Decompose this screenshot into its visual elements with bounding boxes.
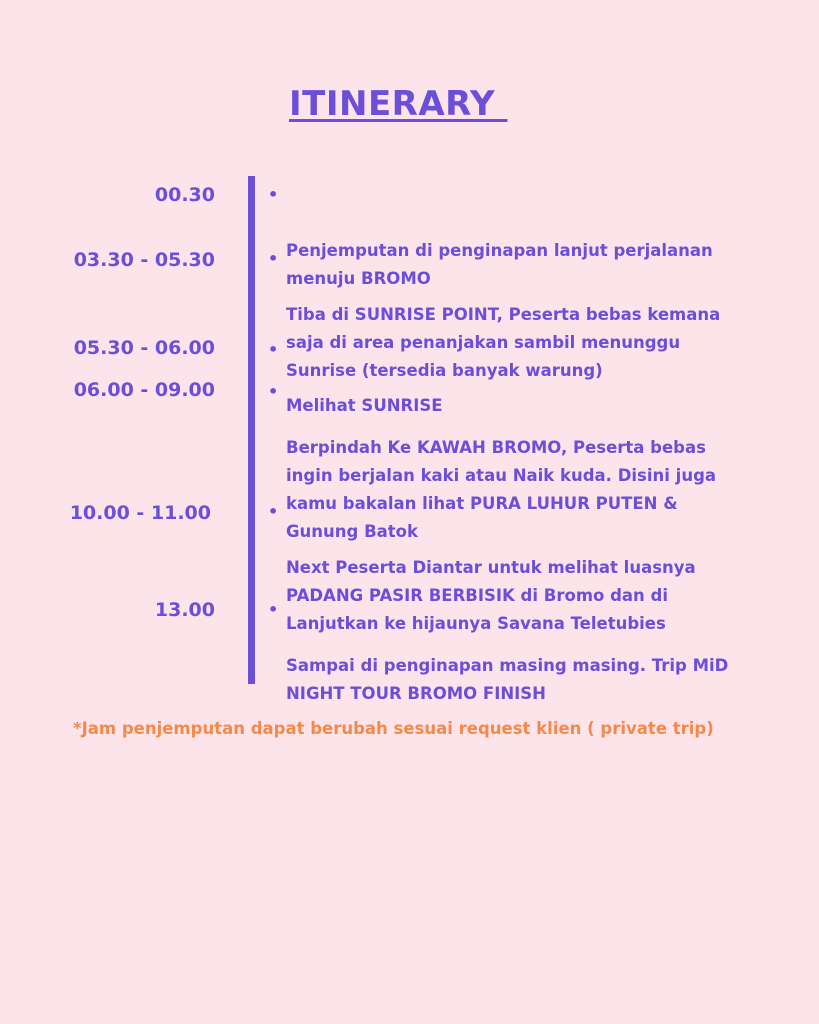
itinerary-item xyxy=(268,596,768,708)
bullet-icon: • xyxy=(268,382,279,401)
page-title: ITINERARY xyxy=(289,84,508,124)
bullet-icon: • xyxy=(268,600,279,619)
time-label: 03.30 - 05.30 xyxy=(73,249,215,271)
item-description: Penjemputan di penginapan lanjut perjalanan menuju BROMO xyxy=(286,241,713,288)
time-label: 10.00 - 11.00 xyxy=(69,502,211,524)
time-label: 05.30 - 06.00 xyxy=(73,337,215,359)
bullet-icon: • xyxy=(268,185,279,204)
bullet-icon: • xyxy=(268,502,279,521)
time-label: 13.00 xyxy=(154,599,215,621)
item-description: Berpindah Ke KAWAH BROMO, Peserta bebas ingin berjalan kaki atau Naik kuda. Disini juga kamu bakalan lihat PURA LUHUR PUTEN & Gunung Batok xyxy=(286,438,717,541)
time-label: 00.30 xyxy=(154,184,215,206)
item-description: Melihat SUNRISE xyxy=(286,396,443,415)
bullet-icon: • xyxy=(268,340,279,359)
item-description: Sampai di penginapan masing masing. Trip MiD NIGHT TOUR BROMO FINISH xyxy=(286,656,729,703)
timeline-divider xyxy=(248,176,255,684)
item-description: Next Peserta Diantar untuk melihat luasnya PADANG PASIR BERBISIK di Bromo dan di Lanjutkan ke hijaunya Savana Teletubies xyxy=(286,558,696,633)
bullet-icon: • xyxy=(268,249,279,268)
item-description: Tiba di SUNRISE POINT, Peserta bebas kemana saja di area penanjakan sambil menunggu Sunrise (tersedia banyak warung) xyxy=(286,305,721,380)
time-label: 06.00 - 09.00 xyxy=(73,379,215,401)
pickup-note: *Jam penjemputan dapat berubah sesuai request klien ( private trip) xyxy=(73,719,714,738)
